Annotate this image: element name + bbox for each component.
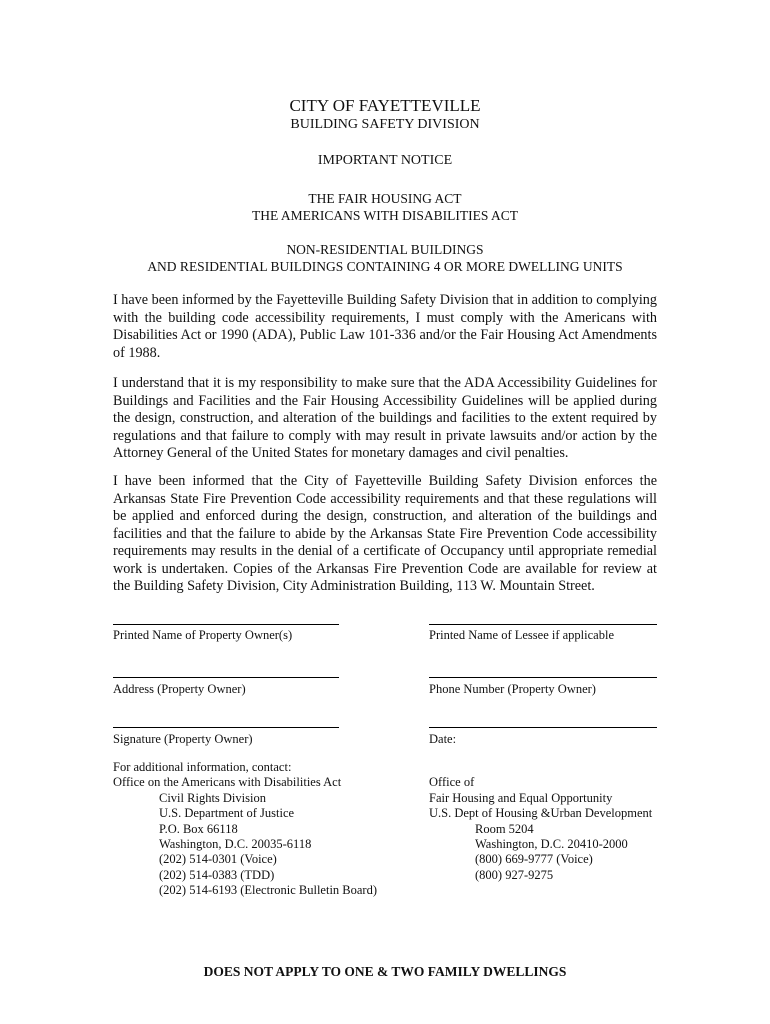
act-fair-housing: THE FAIR HOUSING ACT	[308, 191, 462, 206]
phone-label: Phone Number (Property Owner)	[429, 682, 596, 696]
ada-office: Office on the Americans with Disabilities Act	[113, 775, 342, 790]
ada-po-box: P.O. Box 66118	[159, 821, 238, 836]
signature-label: Signature (Property Owner)	[113, 732, 253, 746]
hud-phone: (800) 927-9275	[475, 867, 554, 882]
city-title: CITY OF FAYETTEVILLE	[289, 96, 481, 115]
date-label: Date:	[429, 732, 457, 746]
ada-voice: (202) 514-0301 (Voice)	[159, 852, 277, 867]
ada-division: Civil Rights Division	[159, 790, 266, 805]
phone-line[interactable]	[429, 677, 657, 678]
date-line[interactable]	[429, 727, 657, 728]
paragraph-1: I have been informed by the Fayetteville Building Safety Division that in addition to complying with the building code accessibility requirements, I must comply with the Americans with Disabilities Act or 1990 (ADA), Public Law 101-336 and/or the Fair Housing Act Amendments of 1988.	[113, 292, 657, 361]
division-title: BUILDING SAFETY DIVISION	[290, 117, 480, 132]
hud-voice: (800) 669-9777 (Voice)	[475, 852, 593, 867]
signature-line[interactable]	[113, 727, 339, 728]
ada-contact-block	[113, 760, 377, 899]
hud-office: Office of	[429, 775, 475, 790]
hud-room: Room 5204	[475, 821, 534, 836]
hud-department: U.S. Dept of Housing &Urban Development	[429, 806, 653, 821]
lessee-name-label: Printed Name of Lessee if applicable	[429, 628, 614, 642]
address-line[interactable]	[113, 677, 339, 678]
owner-name-label: Printed Name of Property Owner(s)	[113, 628, 293, 642]
paragraph-2: I understand that it is my responsibility to make sure that the ADA Accessibility Guidelines for Buildings and Facilities and the Fair Housing Accessibility Guidelines will be applied during the design, construction, and alteration of the buildings and facilities to the extent required by regulations and that failure to comply with may result in private lawsuits and/or action by the Attorney General of the United States for monetary damages and civil penalties.	[113, 375, 657, 461]
ada-bbs: (202) 514-6193 (Electronic Bulletin Board)	[159, 883, 377, 898]
contact-intro: For additional information, contact:	[113, 760, 292, 774]
hud-contact-block	[429, 775, 652, 883]
act-ada: THE AMERICANS WITH DISABILITIES ACT	[252, 208, 518, 223]
address-label: Address (Property Owner)	[113, 682, 246, 696]
ada-tdd: (202) 514-0383 (TDD)	[159, 867, 275, 882]
paragraph-3: I have been informed that the City of Fayetteville Building Safety Division enforces the Arkansas State Fire Prevention Code accessibility requirements and that these regulations will be applied and enforced during the design, construction, and alteration of the buildings and facilities and that the failure to abide by the Arkansas State Fire Prevention Code accessibility requirements may results in the denial of a certificate of Occupancy until appropriate remedial work is undertaken. Copies of the Arkansas Fire Prevention Code are available for review at the Building Safety Division, City Administration Building, 113 W. Mountain Street.	[113, 473, 657, 594]
ada-department: U.S. Department of Justice	[159, 806, 295, 821]
lessee-name-line[interactable]	[429, 624, 657, 625]
notice-heading: IMPORTANT NOTICE	[317, 153, 453, 168]
hud-name: Fair Housing and Equal Opportunity	[429, 790, 613, 805]
footer-disclaimer: DOES NOT APPLY TO ONE & TWO FAMILY DWELLINGS	[203, 964, 567, 979]
owner-name-line[interactable]	[113, 624, 339, 625]
scope-line-2: AND RESIDENTIAL BUILDINGS CONTAINING 4 OR MORE DWELLING UNITS	[147, 259, 623, 274]
scope-line-1: NON-RESIDENTIAL BUILDINGS	[286, 242, 484, 257]
hud-city: Washington, D.C. 20410-2000	[475, 836, 628, 851]
ada-city: Washington, D.C. 20035-6118	[159, 836, 312, 851]
